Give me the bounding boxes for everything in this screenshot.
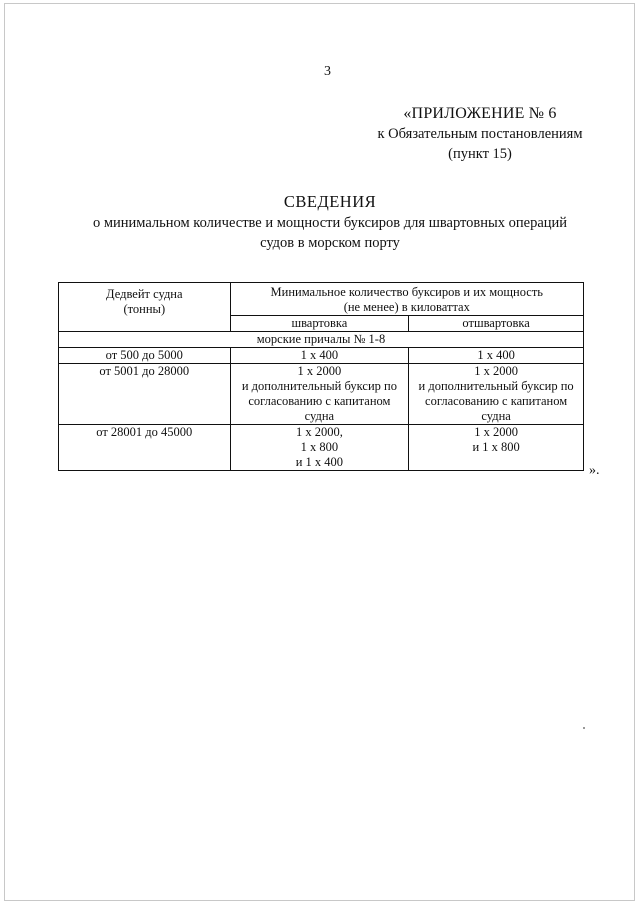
row-unmooring-line: 1 х 2000	[474, 364, 518, 378]
header-mooring: швартовка	[230, 316, 409, 332]
appendix-title: «ПРИЛОЖЕНИЕ № 6	[403, 105, 557, 122]
closing-quote-mark: ».	[589, 463, 600, 478]
row-deadweight: от 500 до 5000	[59, 348, 231, 364]
header-deadweight-unit: (тонны)	[123, 302, 166, 316]
row-mooring-line: согласованию с капитаном	[248, 394, 391, 408]
table-header-row	[59, 283, 584, 316]
appendix-header	[350, 104, 610, 164]
row-deadweight: от 28001 до 45000	[59, 425, 231, 471]
scan-speck	[583, 727, 585, 729]
header-deadweight-label: Дедвейт судна	[106, 287, 183, 301]
row-mooring-line: и 1 х 400	[295, 455, 344, 469]
row-unmooring-line: согласованию с капитаном	[425, 394, 568, 408]
table-row	[59, 364, 584, 425]
tug-requirements-table	[58, 282, 584, 471]
document-heading	[60, 191, 600, 253]
appendix-clause: (пункт 15)	[448, 146, 512, 162]
heading-subtitle-line2: судов в морском порту	[260, 235, 400, 251]
header-tug-count-line1: Минимальное количество буксиров и их мощность	[270, 285, 544, 299]
row-mooring	[230, 425, 409, 471]
appendix-reference: к Обязательным постановлениям	[377, 126, 583, 142]
header-tug-count	[230, 283, 583, 316]
row-unmooring	[409, 425, 584, 471]
row-unmooring: 1 х 400	[409, 348, 584, 364]
header-tug-count-line2: (не менее) в киловаттах	[343, 300, 470, 314]
section-label: морские причалы № 1-8	[59, 332, 584, 348]
row-deadweight: от 5001 до 28000	[59, 364, 231, 425]
table-row	[59, 425, 584, 471]
row-mooring-line: 1 х 2000,	[295, 425, 343, 439]
row-unmooring-line: и дополнительный буксир по	[418, 379, 574, 393]
row-unmooring-line: судна	[481, 409, 511, 423]
header-deadweight	[59, 283, 231, 332]
heading-title: СВЕДЕНИЯ	[283, 192, 377, 211]
table-row	[59, 348, 584, 364]
row-unmooring-line: и 1 х 800	[472, 440, 520, 454]
row-mooring-line: 1 х 800	[300, 440, 339, 454]
page-number: 3	[324, 64, 331, 79]
row-mooring: 1 х 400	[230, 348, 409, 364]
row-mooring-line: судна	[304, 409, 335, 423]
row-mooring	[230, 364, 409, 425]
header-unmooring: отшвартовка	[409, 316, 584, 332]
row-unmooring	[409, 364, 584, 425]
row-mooring-line: и дополнительный буксир по	[241, 379, 397, 393]
heading-subtitle-line1: о минимальном количестве и мощности буксиров для швартовных операций	[92, 215, 568, 231]
row-mooring-line: 1 х 2000	[297, 364, 342, 378]
table-section-row	[59, 332, 584, 348]
row-unmooring-line: 1 х 2000	[474, 425, 518, 439]
